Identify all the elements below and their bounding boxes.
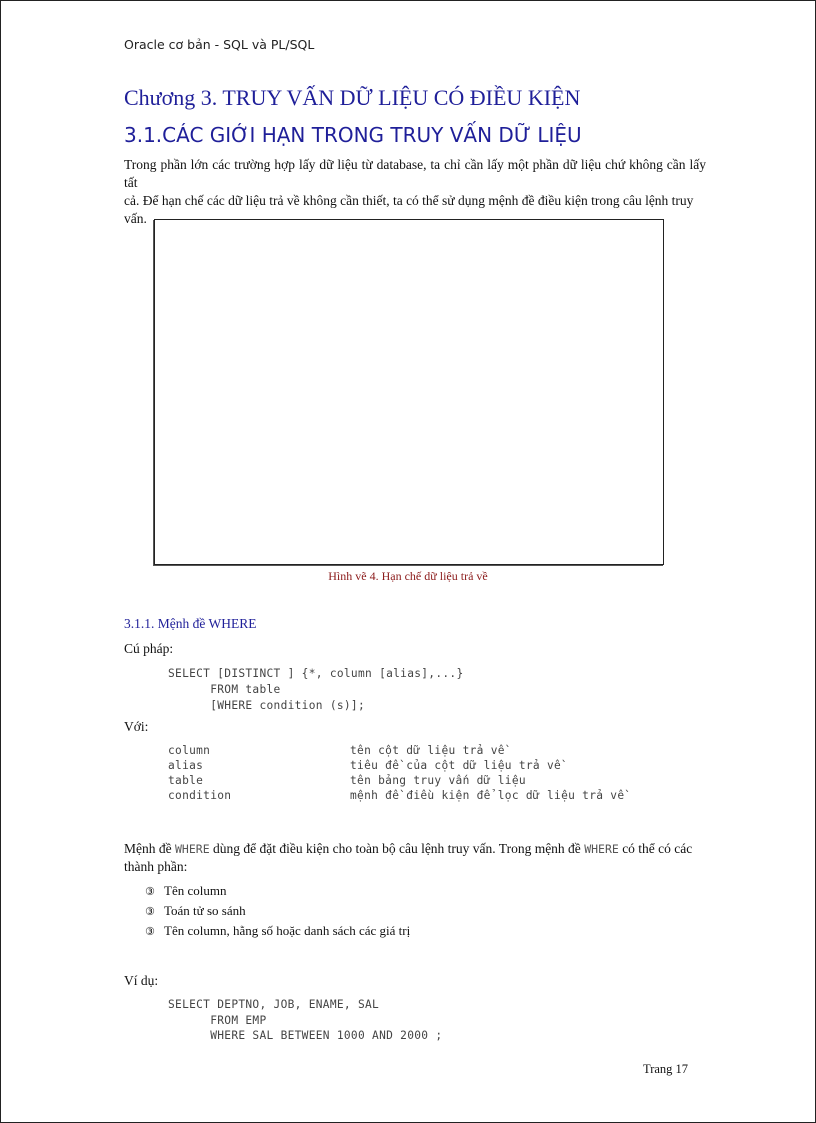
inline-code: WHERE: [175, 842, 210, 856]
definition-desc: tên bảng truy vấn dữ liệu: [350, 774, 526, 787]
definition-desc: mệnh đề điều kiện để lọc dữ liệu trả về: [350, 789, 625, 802]
code-line: [WHERE condition (s)];: [168, 699, 365, 712]
bullet-icon: ③: [145, 885, 155, 898]
intro-paragraph: [124, 156, 706, 228]
chapter-title: Chương 3. TRUY VẤN DỮ LIỆU CÓ ĐIỀU KIỆN: [124, 85, 581, 110]
definition-row: [168, 744, 668, 759]
bullet-text: Tên column: [164, 883, 227, 898]
bullet-icon: ③: [145, 905, 155, 918]
example-label: Ví dụ:: [124, 973, 159, 988]
bullet-text: Toán tử so sánh: [164, 903, 246, 918]
explain-text: Mệnh đề: [124, 841, 175, 856]
subsection-title: 3.1.1. Mệnh đề WHERE: [124, 616, 257, 631]
explain-text: có thể có các: [618, 841, 693, 856]
intro-line: vấn.: [124, 211, 147, 226]
definition-row: [168, 759, 668, 774]
syntax-code-block: [168, 666, 464, 714]
code-line: FROM table: [168, 683, 281, 696]
where-explain-paragraph: [124, 840, 706, 876]
bullet-item: [145, 923, 410, 941]
bullet-icon: ③: [145, 925, 155, 938]
intro-line: Trong phần lớn các trường hợp lấy dữ liệu từ database, ta chỉ cần lấy một phần dữ liệu chứ không cần lấy tất: [124, 157, 706, 190]
page-number: Trang 17: [643, 1062, 689, 1076]
explain-line: thành phần:: [124, 859, 188, 874]
definition-desc: tiêu đề của cột dữ liệu trả về: [350, 759, 562, 772]
figure-caption: Hình vẽ 4. Hạn chế dữ liệu trả về: [328, 569, 488, 583]
definition-term: table: [168, 774, 204, 787]
with-label: Với:: [124, 719, 149, 734]
code-line: SELECT [DISTINCT ] {*, column [alias],...}: [168, 667, 464, 680]
figure-image-placeholder: [154, 219, 664, 565]
bullet-item: [145, 883, 226, 901]
definition-term: alias: [168, 759, 204, 772]
definition-row: [168, 774, 668, 789]
code-line: FROM EMP: [168, 1013, 267, 1027]
section-title: 3.1.CÁC GIỚI HẠN TRONG TRUY VẤN DỮ LIỆU: [124, 123, 582, 147]
explain-line: [124, 840, 706, 858]
definition-term: condition: [168, 789, 232, 802]
definition-term: column: [168, 744, 211, 757]
definition-row: [168, 789, 668, 804]
syntax-label: Cú pháp:: [124, 641, 174, 656]
example-code-block: [168, 997, 442, 1044]
code-line: WHERE SAL BETWEEN 1000 AND 2000 ;: [168, 1029, 443, 1042]
bullet-text: Tên column, hằng số hoặc danh sách các giá trị: [164, 923, 411, 938]
intro-line: cả. Để hạn chế các dữ liệu trả về không cần thiết, ta có thể sử dụng mệnh đề điều kiện trong câu lệnh truy: [124, 193, 694, 208]
definition-desc: tên cột dữ liệu trả về: [350, 744, 505, 757]
bullet-item: [145, 903, 246, 921]
code-line: SELECT DEPTNO, JOB, ENAME, SAL: [168, 998, 380, 1011]
explain-text: dùng để đặt điều kiện cho toàn bộ câu lệnh truy vấn. Trong mệnh đề: [209, 841, 585, 856]
running-header: Oracle cơ bản - SQL và PL/SQL: [124, 37, 315, 52]
inline-code: WHERE: [584, 842, 619, 856]
